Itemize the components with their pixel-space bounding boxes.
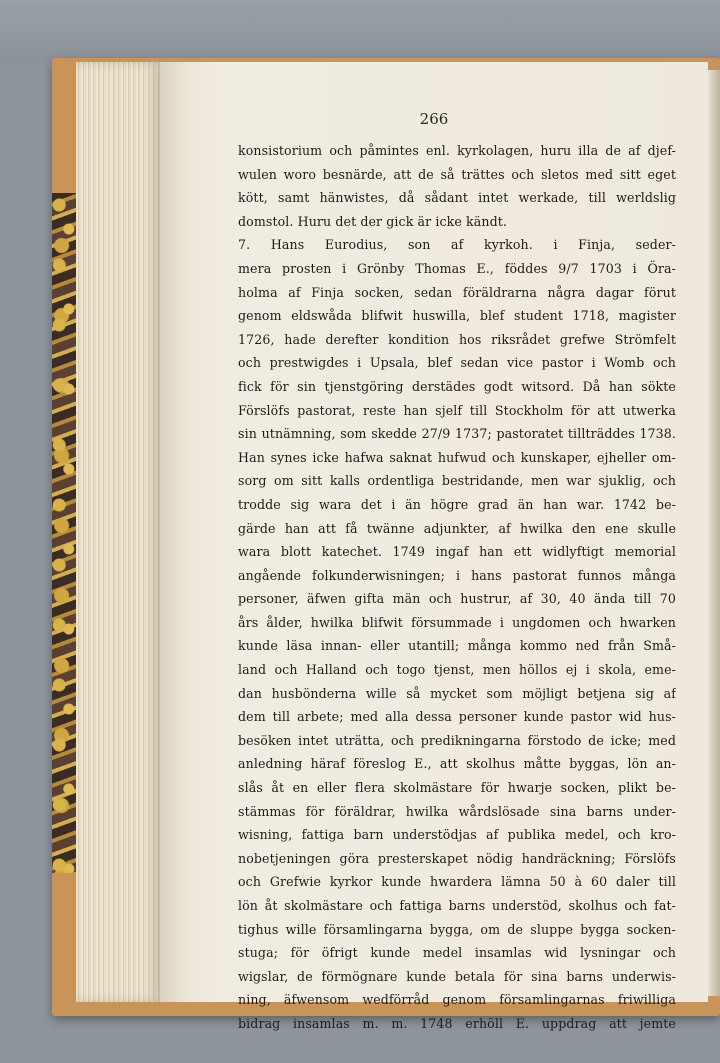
text-line: års ålder, hwilka blifwit försummade i ungdomen och hwarken (238, 614, 676, 630)
text-line: sorg om sitt kalls ordentliga bestridande, men war sjuklig, och (238, 473, 676, 489)
text-line: dem till arbete; med alla dessa personer kunde pastor wid hus- (238, 709, 676, 725)
text-line: 1726, hade derefter kondition hos riksrådet grefwe Strömfelt (238, 331, 676, 347)
text-line: besöken intet uträtta, och predikningarna förstodo de icke; med (238, 732, 676, 748)
marbled-endpaper (52, 193, 76, 873)
text-line: fick för sin tjenstgöring derstädes godt witsord. Då han sökte (238, 378, 676, 394)
page-edges (76, 62, 160, 1002)
text-line: Han synes icke hafwa saknat hufwud och kunskaper, ejheller om- (238, 449, 676, 465)
text-line: kunde läsa innan- eller utantill; många kommo ned från Små- (238, 638, 676, 654)
text-line: wara blott katechet. 1749 ingaf han ett widlyftigt memorial (238, 544, 676, 560)
text-line: gärde han att få twänne adjunkter, af hwilka den ene skulle (238, 520, 676, 536)
text-line: nobetjeningen göra presterskapet nödig handräckning; Förslöfs (238, 850, 676, 866)
text-line: bidrag insamlas m. m. 1748 erhöll E. uppdrag att jemte (238, 1015, 676, 1031)
text-line: slås åt en eller flera skolmästare för hwarje socken, plikt be- (238, 780, 676, 796)
body-text (238, 139, 676, 1036)
text-line: 7. Hans Eurodius, son af kyrkoh. i Finja, seder- (238, 237, 676, 253)
text-line: dan husbönderna wille så mycket som möjligt betjena sig af (238, 685, 676, 701)
text-line: land och Halland och togo tjenst, men höllos ej i skola, eme- (238, 662, 676, 678)
text-line: lön åt skolmästare och fattiga barns understöd, skolhus och fat- (238, 898, 676, 913)
text-line: holma af Finja socken, sedan föräldrarna några dagar förut (238, 284, 676, 300)
text-line: konsistorium och påmintes enl. kyrkolagen, huru illa de af djef- (238, 143, 676, 158)
text-line: angående folkunderwisningen; i hans pastorat funnos många (238, 567, 676, 583)
text-line: stuga; för öfrigt kunde medel insamlas wid lysningar och (238, 945, 676, 961)
text-line: tighus wille församlingarna bygga, om de sluppe bygga socken- (238, 921, 676, 937)
background (0, 0, 720, 62)
book-page (160, 62, 708, 1031)
text-line: wulen woro besnärde, att de så trättes och sletos med sitt eget (238, 166, 676, 182)
text-line: genom eldswåda blifwit huswilla, blef student 1718, magister (238, 308, 676, 324)
text-line: mera prosten i Grönby Thomas E., föddes 9/7 1703 i Öra- (238, 260, 676, 276)
text-line: trodde sig wara det i än högre grad än han war. 1742 be- (238, 496, 676, 512)
text-line: ning, äfwensom wedförråd genom församlingarnas friwilliga (238, 992, 676, 1008)
text-line: sin utnämning, som skedde 27/9 1737; pastoratet tillträddes 1738. (238, 426, 676, 442)
text-line: och prestwigdes i Upsala, blef sedan vice pastor i Womb och (238, 355, 676, 371)
text-line: Förslöfs pastorat, reste han sjelf till Stockholm för att utwerka (238, 402, 676, 418)
text-line: kött, samt hänwistes, då sådant intet werkade, till werldslig (238, 190, 676, 206)
page-number: 266 (419, 110, 449, 128)
text-line: wigslar, de förmögnare kunde betala för sina barns underwis- (238, 968, 676, 984)
text-line: personer, äfwen gifta män och hustrur, af 30, 40 ända till 70 (238, 591, 676, 607)
text-line: domstol. Huru det der gick är icke kändt. (238, 213, 508, 229)
text-line: anledning häraf föreslog E., att skolhus måtte byggas, lön an- (238, 756, 676, 772)
text-line: wisning, fattiga barn understödjas af publika medel, och kro- (238, 827, 676, 843)
open-book (52, 58, 720, 1031)
text-line: stämmas för föräldrar, hwilka wårdslösade sina barns under- (238, 803, 676, 819)
text-line: och Grefwie kyrkor kunde hwardera lämna 50 à 60 daler till (238, 874, 676, 890)
